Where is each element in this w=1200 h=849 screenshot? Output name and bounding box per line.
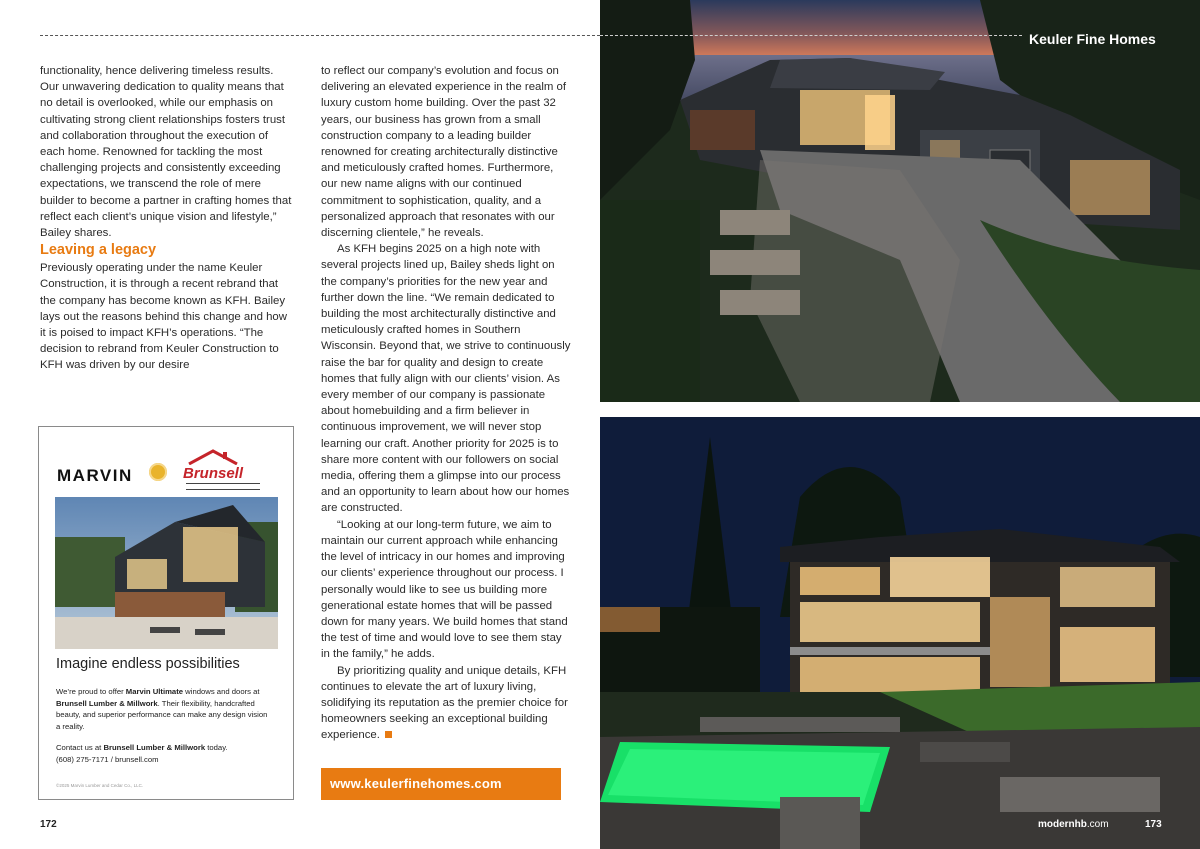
house-roof-icon xyxy=(185,449,241,465)
ad-headline: Imagine endless possibilities xyxy=(56,656,240,672)
ad-text: We’re proud to offer xyxy=(56,687,126,696)
ad-logos xyxy=(55,449,275,503)
ad-text-bold: Marvin Ultimate xyxy=(125,687,184,696)
ad-contact xyxy=(56,742,271,765)
magazine-section-header: Keuler Fine Homes xyxy=(1029,31,1156,47)
article-paragraph: “Looking at our long-term future, we aim to maintain our current approach while enhancing the level of intricacy in our homes and improving our clients’ experience throughout our process. I personally would like to see us building more generational estate homes that will be passed down for many years. We build homes that stand the test of time and would love to see them stay in the family,” he adds. xyxy=(321,518,568,661)
article-paragraph: functionality, hence delivering timeless results. Our unwavering dedication to quality means that no detail is overlooked, while our emphasis on cultivating strong client relationships fosters trust and collaboration throughout the execution of each home. Renowned for tackling the most challenging projects and consistently exceeding expectations, we transcend the role of mere builder to become a partner in crafting homes that reflect each client’s unique vision and lifestyle,” Bailey shares. xyxy=(40,65,292,240)
house-photo-dusk xyxy=(600,0,1200,402)
top-rule xyxy=(40,35,600,36)
footer-site-rest: .com xyxy=(1086,819,1109,830)
article-paragraph-final xyxy=(321,663,571,744)
ad-text: . Their flexibility, handcrafted beauty, and superior performance can make any design vision a reality. xyxy=(56,698,268,731)
ad-text: Contact us at xyxy=(56,743,104,753)
ad-text: today. xyxy=(205,743,228,753)
ad-text-bold: Brunsell Lumber & Millwork xyxy=(56,698,158,708)
article-paragraph: Previously operating under the name Keuler Construction, it is through a recent rebrand that the company has become known as KFH. Bailey lays out the reasons behind this change and how it is poised to impact KFH’s operations. “The decision to rebrand from Keuler Construction to KFH was driven by our desire xyxy=(40,262,287,372)
ad-body xyxy=(56,686,271,776)
ad-copyright: ©2025 Marvin Lumber and Cedar Co., LLC. xyxy=(56,783,144,788)
article-paragraph: As KFH begins 2025 on a high note with several projects lined up, Bailey sheds light on the company’s priorities for the new year and further down the line. “We remain dedicated to building the most architecturally distinctive and meticulously crafted homes in Southern Wisconsin. Beyond that, we strive to continuously raise the bar for quality and design to create homes that fully align with our clients’ vision. As every member of our company is passionate about homebuilding and a firm believer in continuous improvement, we will never stop learning our craft. Another priority for 2025 is to share more content with our followers on social media, offering them a glimpse into our process and an opportunity to learn about how our homes are constructed. xyxy=(321,243,571,515)
footer-site-bold: modernhb xyxy=(1038,819,1087,830)
sun-icon xyxy=(149,463,167,481)
article-column-2 xyxy=(321,63,571,744)
end-mark-icon xyxy=(385,731,392,738)
section-subheading: Leaving a legacy xyxy=(40,242,157,259)
ad-house-photo xyxy=(55,497,278,649)
footer-website xyxy=(1038,819,1109,830)
ad-paragraph xyxy=(56,686,271,732)
brunsell-logo: Brunsell xyxy=(183,465,244,482)
ad-contact-phone: (608) 275-7171 / brunsell.com xyxy=(56,754,159,764)
marvin-logo: MARVIN xyxy=(57,466,133,485)
ad-text: windows and doors at xyxy=(183,687,260,696)
article-paragraph: to reflect our company’s evolution and focus on delivering an elevated experience in the realm of luxury custom home building. Over the past 32 years, our business has grown from a small construction company to a leading builder renowned for creating architecturally distinctive and meticulously crafted homes. Furthermore, our new name aligns with our continued commitment to sophistication, quality, and a personalized approach that resonates with our discerning clientele,” he reveals. xyxy=(321,65,567,240)
website-link-button[interactable]: www.keulerfinehomes.com xyxy=(321,768,561,800)
header-rule xyxy=(600,35,1022,36)
article-column-1 xyxy=(40,63,294,374)
brunsell-logo-underline xyxy=(186,483,260,490)
page-number-left: 172 xyxy=(40,819,57,830)
page-number-right: 173 xyxy=(1145,819,1162,830)
article-paragraph-text: By prioritizing quality and unique details, KFH continues to elevate the art of luxury living, solidifying its reputation as the premier choice for homeowners seeking an exceptional building experience. xyxy=(321,664,568,742)
ad-text-bold: Brunsell Lumber & Millwork xyxy=(103,743,206,753)
advertisement[interactable] xyxy=(38,426,294,800)
house-photo-night-pool xyxy=(600,417,1200,849)
